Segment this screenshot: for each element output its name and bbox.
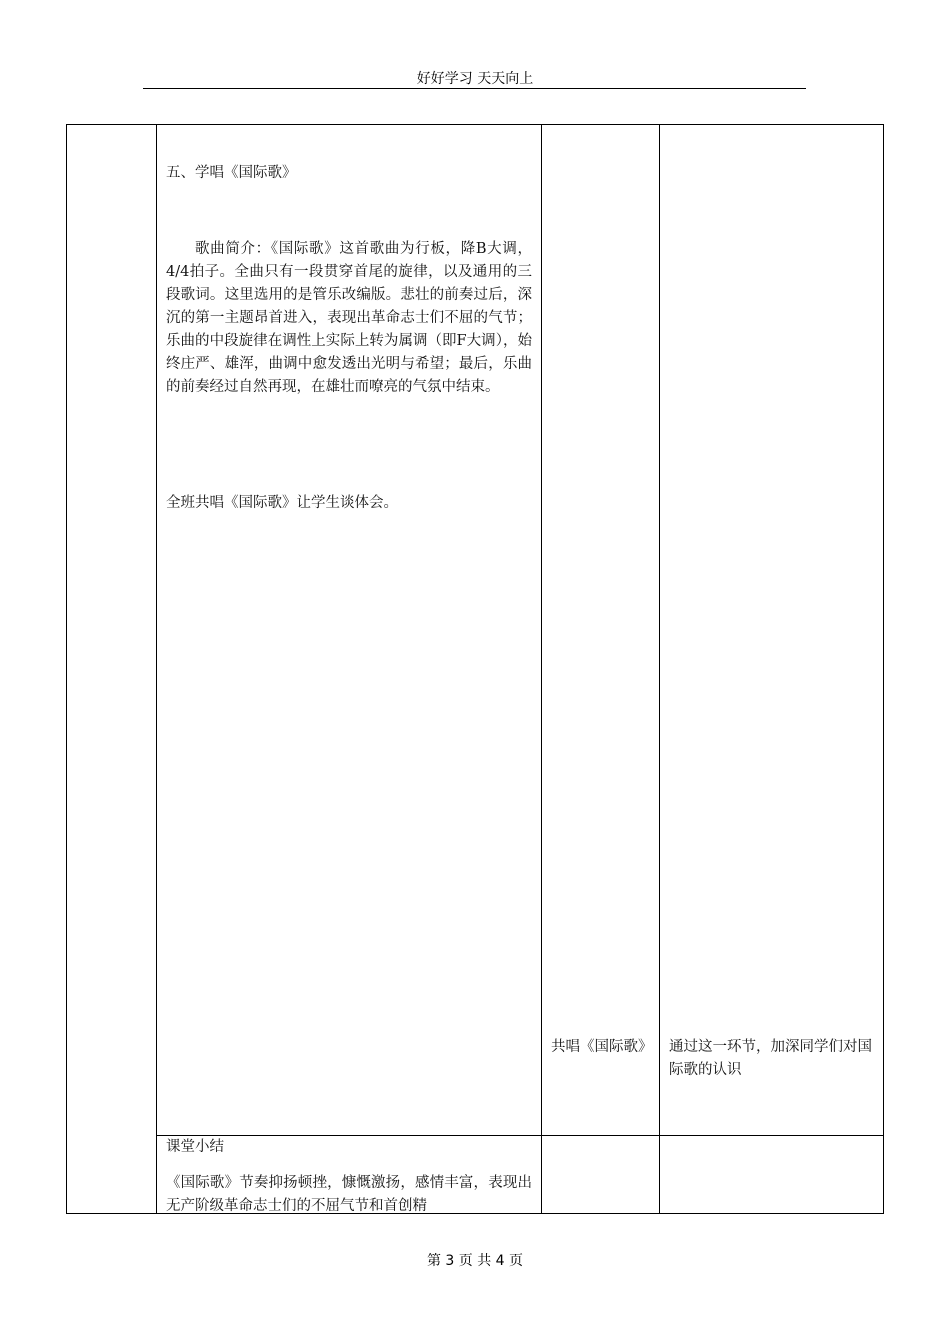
section-heading: 五、学唱《国际歌》 bbox=[166, 165, 297, 181]
song-intro-paragraph: 歌曲简介：《国际歌》这首歌曲为行板，降B大调，4/4拍子。全曲只有一段贯穿首尾的旋律，以及通用的三段歌词。这里选用的是管乐改编版。悲壮的前奏过后，深沉的第一主题昂首进入，表现出革命志士们不屈的气节；乐曲的中段旋律在调性上实际上转为属调（即F大调），始终庄严、雄浑，曲调中愈发透出光明与希望；最后，乐曲的前奏经过自然再现，在雄壮而嘹亮的气氛中结束。 bbox=[166, 241, 532, 395]
class-activity-text: 全班共唱《国际歌》让学生谈体会。 bbox=[166, 495, 398, 511]
column-divider-3 bbox=[659, 124, 660, 1214]
table-right-border bbox=[883, 124, 884, 1214]
table-left-border bbox=[66, 124, 67, 1214]
page-header: 好好学习 天天向上 bbox=[416, 71, 534, 87]
summary-text: 《国际歌》节奏抑扬顿挫，慷慨激扬，感情丰富，表现出无产阶级革命志士们的不屈气节和首创精 bbox=[166, 1175, 532, 1214]
page-footer: 第 3 页 共 4 页 bbox=[426, 1253, 524, 1269]
column-divider-1 bbox=[156, 124, 157, 1214]
header-rule bbox=[143, 88, 806, 89]
table-top-border bbox=[66, 124, 884, 125]
student-activity-cell: 共唱《国际歌》 bbox=[551, 1039, 653, 1055]
design-intent-cell: 通过这一环节，加深同学们对国际歌的认识 bbox=[669, 1039, 872, 1078]
summary-title: 课堂小结 bbox=[166, 1139, 224, 1155]
column-divider-2 bbox=[541, 124, 542, 1214]
